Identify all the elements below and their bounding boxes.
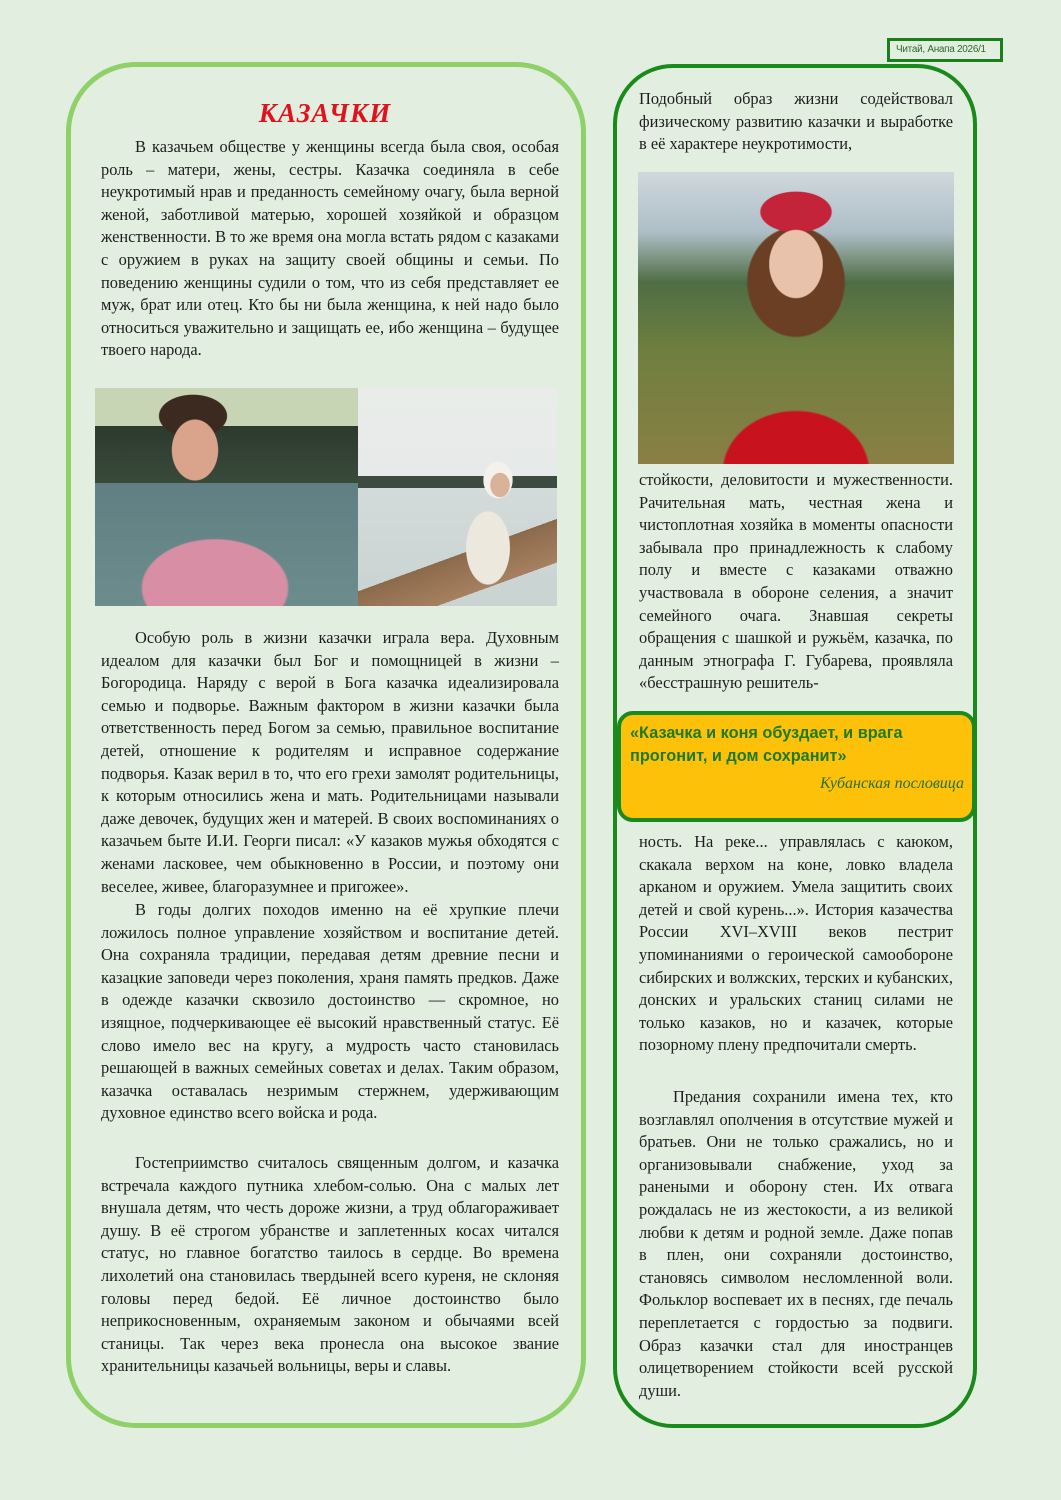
proverb-text: «Казачка и коня обуздает, и врага прогонит, и дом сохранит»: [630, 724, 903, 765]
campaigns-paragraph: [101, 899, 559, 1125]
right-paragraph-mid: стойкости, деловитости и мужественности. Рачительная мать, честная жена и чистоплотная хозяйка в моменты опасности забывала про принадлежность к слабому полу и вместе с казаками отважно участвовала в обороне селения, а значит семейного очага. Знавшая секреты обращения с шашкой и ружьём, казачка, по данным этнографа Г. Губарева, проявляла «бесстрашную решитель-: [639, 470, 953, 693]
right-paragraph-last: [639, 1086, 953, 1402]
film-still-photo-2: [358, 388, 557, 606]
right-paragraph-top: Подобный образ жизни содействовал физическому развитию казачки и выработке в её характере неукротимости,: [639, 89, 953, 154]
hospitality-paragraph: [101, 1152, 559, 1378]
right-paragraph-last-text: Предания сохранили имена тех, кто возглавлял ополчения в отсутствие мужей и братьев. Они не только сражались, но и организовывали снабжение, уход за ранеными и оборону стен. Их отвага рождалась не из жестокости, а из великой любви к детям и родной земле. Даже попав в плен, они сохраняли достоинство, становясь символом несломленной воли. Фольклор воспевает их в песнях, где печаль переплетается с гордостью за подвиги. Образ казачки стал для иностранцев олицетворением стойкости всей русской души.: [639, 1087, 953, 1400]
right-paragraph-after-quote: ность. На реке... управлялась с каюком, скакала верхом на коне, ловко владела арканом и оружием. Умела защитить своих детей и свой курень...». История казачества России XVI–XVIII веков пестрит упоминаниями о героической самообороне сибирских и волжских, терских и кубанских, донских и уральских станиц силами не только казаков, но и казачек, которые позорному плену предпочитали смерть.: [639, 832, 953, 1055]
faith-paragraph-text: Особую роль в жизни казачки играла вера. Духовным идеалом для казачки был Бог и помощницей в жизни – Богородица. Наряду с верой в Бога казачка идеализировала семью и подворье. Важным фактором в жизни казачки была ответственность перед Богом за семью, правильное воспитание детей, отношение к родителям и исправное содержание подворья. Казак верил в то, что его грехи замолят родительницы, к которым относились жена и мать. Родительницами называли даже девочек, будущих жен и матерей. В своих воспоминаниях о казачьем быте И.И. Георги писал: «У казаков мужья обходятся с женами ласковее, чем обыкновенно в России, и поэтому они веселее, живее, благоразумнее и пригожее».: [101, 628, 559, 896]
proverb-source: Кубанская пословица: [819, 775, 964, 792]
film-still-photo-1: [95, 388, 358, 606]
intro-paragraph-text: В казачьем обществе у женщины всегда была своя, особая роль – матери, жены, сестры. Казачка соединяла в себе неукротимый нрав и преданность семейному очагу, была верной женой, заботливой матерью, хорошей хозяйкой и образцом женственности. В то же время она могла встать рядом с казаками с оружием в руках на защиту своей общины и семьи. По поведению женщины судили о том, что из себя представляет ее муж, брат или отец. Кто бы ни была женщина, к ней надо было относиться уважительно и защищать ее, ибо женщина – будущее твоего народа.: [101, 137, 559, 360]
hospitality-paragraph-text: Гостеприимство считалось священным долгом, и казачка встречала каждого путника хлебом-солью. Она с малых лет внушала детям, что честь дороже жизни, а труд облагораживает душу. В её строгом убранстве и заплетенных косах читался статус, но главное богатство таилось в сердце. Во времена лихолетий она становилась твердыней всего куреня, не склоняя головы перед бедой. Её личное достоинство было неприкосновенным, охраняемым законом и обычаями всей станицы. Так через века пронесла она высокое звание хранительницы казачьей вольницы, веры и славы.: [101, 1153, 559, 1376]
issue-tag: Читай, Анапа 2026/1: [887, 38, 1003, 62]
portrait-photo: [638, 172, 954, 464]
campaigns-paragraph-text: В годы долгих походов именно на её хрупкие плечи ложилось полное управление хозяйством и воспитание детей. Она сохраняла традиции, передавая детям древние песни и казацкие заповеди через поколения, храня память предков. Даже в одежде казачки сквозило достоинство — скромное, но изящное, подчеркивающее её высокий нравственный статус. Её слово имело вес на кругу, а мудрость часто становилась решающей в важных семейных советах и делах. Таким образом, казачка оставалась незримым стержнем, удерживающим духовное единство всего войска и рода.: [101, 900, 559, 1123]
intro-paragraph: [101, 136, 559, 362]
article-title: КАЗАЧКИ: [258, 98, 392, 128]
faith-paragraph: [101, 627, 559, 898]
